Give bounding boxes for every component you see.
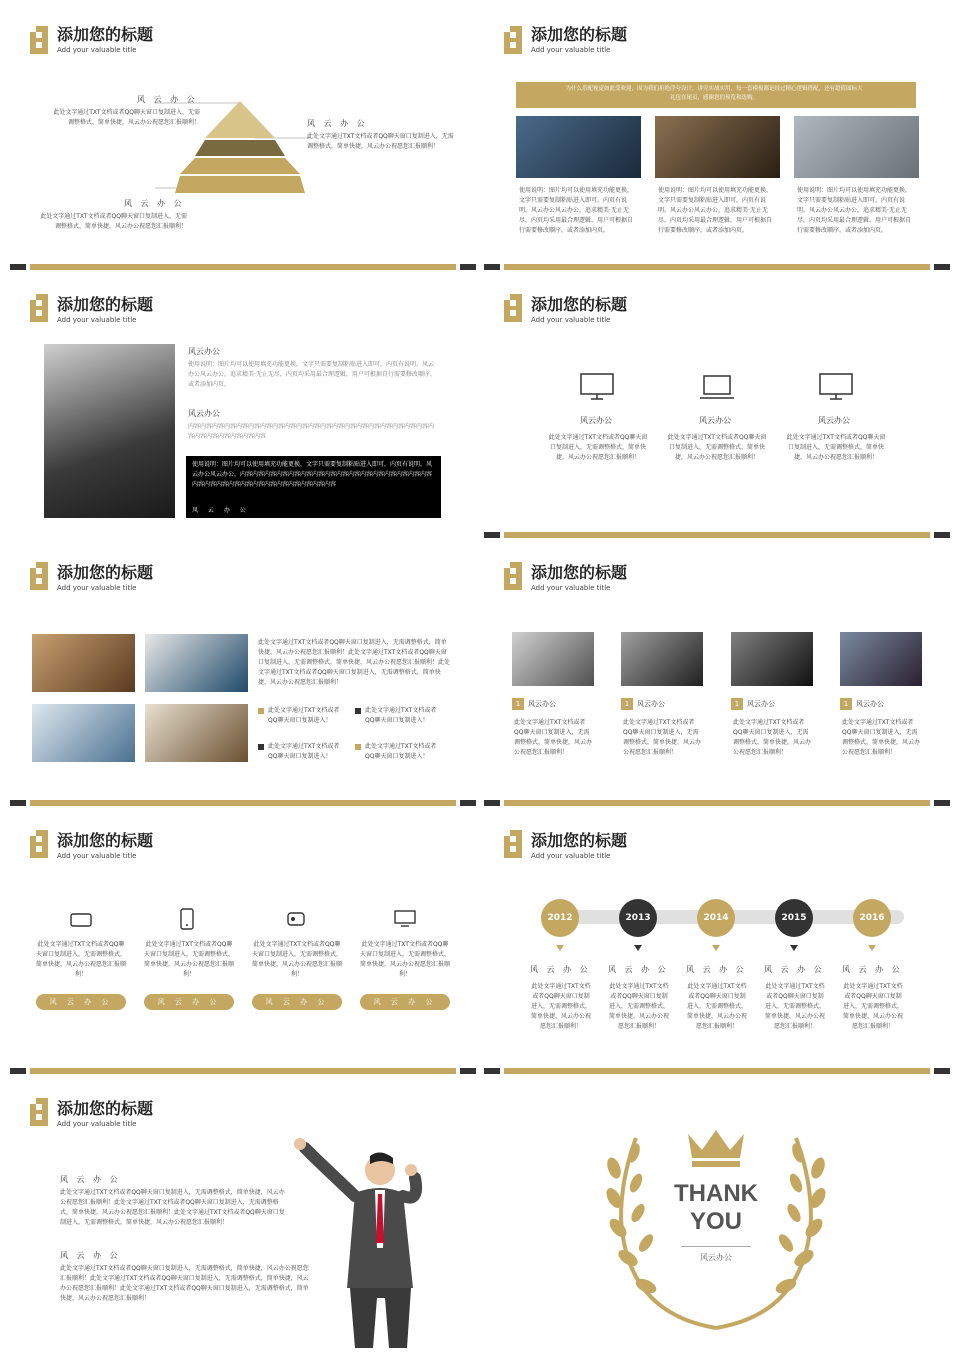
bullet-square <box>355 744 361 750</box>
divider-line <box>681 1246 751 1247</box>
photo-couple <box>44 344 175 518</box>
slide-subtitle: Add your valuable title <box>57 852 137 860</box>
photo-laptop-3 <box>794 116 919 178</box>
pointer-arrows <box>484 943 958 953</box>
slide-subtitle: Add your valuable title <box>57 316 137 324</box>
slide-1 <box>0 0 474 262</box>
section-text-2: 内容内容内容内容内容内容内容内容内容内容内容内容内容内容内容内容内容内容内容内容内容内容内容内容内容内容内容 <box>188 423 435 440</box>
number-badge: 1 <box>731 698 743 710</box>
photo-watch <box>145 634 248 692</box>
timeline-heading: 风 云 办 公 <box>842 965 903 974</box>
item-text: 此处文字通过TXT文档或者QQ聊天窗口复制进入，无需调整格式，简单快捷，风云办公祝愿您汇报顺利！ <box>360 941 451 978</box>
gamepad-icon <box>286 910 306 928</box>
bullet-text: 此处文字通过TXT文档或者QQ聊天窗口复制进入！ <box>268 707 340 724</box>
timeline-node: 2016 <box>853 899 891 937</box>
slide-title: 添加您的标题 <box>531 25 628 44</box>
item-heading: 风云办公 <box>637 700 665 708</box>
pyramid-heading-2: 风 云 办 公 <box>307 119 368 128</box>
bullet-square <box>258 744 264 750</box>
photo-city <box>840 632 922 686</box>
item-text: 此处文字通过TXT文档或者QQ聊天窗口复制进入，无需调整格式，简单快捷，风云办公祝愿您汇报顺利！ <box>733 719 812 756</box>
item-text: 此处文字通过TXT文档或者QQ聊天窗口复制进入，无需调整格式，简单快捷，风云办公祝愿您汇报顺利！ <box>252 941 343 978</box>
bullet-text: 此处文字通过TXT文档或者QQ聊天窗口复制进入！ <box>365 707 437 724</box>
monitor-icon <box>818 372 854 402</box>
feature-heading: 风云办公 <box>580 416 612 425</box>
timeline-node: 2013 <box>619 899 657 937</box>
timeline-heading: 风 云 办 公 <box>530 965 591 974</box>
logo-icon <box>28 24 50 56</box>
slide-title: 添加您的标题 <box>57 25 154 44</box>
logo-icon <box>28 560 50 592</box>
feature-heading: 风云办公 <box>699 416 731 425</box>
divider <box>0 800 960 806</box>
bullet-square <box>355 708 361 714</box>
feature-heading: 风云办公 <box>818 416 850 425</box>
bullet-text: 此处文字通过TXT文档或者QQ聊天窗口复制进入！ <box>268 743 340 760</box>
slide-title: 添加您的标题 <box>531 831 628 850</box>
item-heading: 风云办公 <box>528 700 556 708</box>
photo-coffee <box>731 632 813 686</box>
dark-box-text: 使用说明：图片均可以使用填充功能更换，文字只需要复制粘贴进入即可，内页有说明。风云办公风云办公，内容内容内容内容内容内容内容内容内容内容内容内容内容内容内容内容内容内容内容内容内容内容内容内容内容内容内容内容 <box>192 461 433 488</box>
pyramid-text-1: 此处文字通过TXT文档或者QQ聊天窗口复制进入，无需调整格式，简单快捷，风云办公祝愿您汇报顺利！ <box>53 109 200 126</box>
photo-street <box>621 632 703 686</box>
number-badge: 1 <box>621 698 633 710</box>
businessman-image <box>285 1138 435 1348</box>
slide-subtitle: Add your valuable title <box>57 46 137 54</box>
slide-3 <box>0 272 474 534</box>
tablet-landscape-icon <box>70 912 92 928</box>
feature-text: 此处文字通过TXT文档或者QQ聊天窗口复制进入，无需调整格式，简单快捷，风云办公祝愿您汇报顺利！ <box>786 434 886 461</box>
item-heading: 风云办公 <box>856 700 884 708</box>
banner-text: 为什么乐配视觉如此受欢迎，因为我们拒绝浮夸设计，讲究实战实用，每一套模板都是经过精心逻辑搭配，还有超值图标大礼包在尾页，感谢您的预览和选购。 <box>565 86 863 101</box>
monitor-icon <box>579 372 615 402</box>
slide-6 <box>484 540 958 802</box>
paragraph: 此处文字通过TXT文档或者QQ聊天窗口复制进入，无需调整格式，简单快捷，风云办公祝愿您汇报顺利！此处文字通过TXT文档或者QQ聊天窗口复制进入，无需调整格式，简单快捷，风云办公祝愿您汇报顺利！此处文字通过TXT文档或者QQ聊天窗口复制进入，无需调整格式，简单快捷，风云办公祝愿您汇报顺利！ <box>258 639 451 686</box>
logo-icon <box>28 828 50 860</box>
divider <box>0 264 960 270</box>
timeline-heading: 风 云 办 公 <box>764 965 825 974</box>
slide-subtitle: Add your valuable title <box>57 584 137 592</box>
slide-5 <box>0 540 474 802</box>
section-heading-2: 风云办公 <box>188 409 220 418</box>
divider <box>0 532 960 538</box>
monitor-icon <box>394 910 416 928</box>
timeline-text: 此处文字通过TXT文档或者QQ聊天窗口复制进入，无需调整格式，简单快捷，风云办公祝愿您汇报顺利！ <box>608 983 669 1030</box>
item-text: 此处文字通过TXT文档或者QQ聊天窗口复制进入，无需调整格式，简单快捷，风云办公祝愿您汇报顺利！ <box>144 941 235 978</box>
col-text-3: 使用说明：图片均可以使用填充功能更换，文字只需要复制粘贴进入即可，内页有说明。风云办公风云办公，追求精美·无止无尽，内页均采用最合理逻辑，用户可根据自行需要修改顺序，或者添加内页。 <box>797 187 912 234</box>
pyramid-heading-3: 风 云 办 公 <box>124 199 185 208</box>
timeline-node: 2014 <box>697 899 735 937</box>
bullet-text: 此处文字通过TXT文档或者QQ聊天窗口复制进入！ <box>365 743 437 760</box>
thank-text: THANK <box>674 1180 758 1207</box>
photo-laptop-1 <box>516 116 641 178</box>
item-text: 此处文字通过TXT文档或者QQ聊天窗口复制进入，无需调整格式，简单快捷，风云办公祝愿您汇报顺利！ <box>623 719 702 756</box>
logo-icon <box>28 292 50 324</box>
slide-title: 添加您的标题 <box>57 1099 154 1118</box>
timeline-node: 2015 <box>775 899 813 937</box>
feature-text: 此处文字通过TXT文档或者QQ聊天窗口复制进入，无需调整格式，简单快捷，风云办公祝愿您汇报顺利！ <box>548 434 648 461</box>
item-heading: 风云办公 <box>747 700 775 708</box>
photo-laptop-2 <box>655 116 780 178</box>
timeline-node: 2012 <box>541 899 579 937</box>
timeline-heading: 风 云 办 公 <box>608 965 669 974</box>
col-text-1: 使用说明：图片均可以使用填充功能更换，文字只需要复制粘贴进入即可，内页有说明。风云办公风云办公，追求精美·无止无尽，内页均采用最合理逻辑，用户可根据自行需要修改顺序，或者添加内页。 <box>519 187 634 234</box>
slide-subtitle: Add your valuable title <box>531 852 611 860</box>
section-heading-1: 风 云 办 公 <box>60 1175 121 1184</box>
col-text-2: 使用说明：图片均可以使用填充功能更换，文字只需要复制粘贴进入即可，内页有说明。风云办公风云办公，追求精美·无止无尽，内页均采用最合理逻辑，用户可根据自行需要修改顺序，或者添加内页。 <box>658 187 773 234</box>
number-badge: 1 <box>512 698 524 710</box>
logo-icon <box>502 292 524 324</box>
slide-10 <box>484 1076 958 1352</box>
slide-4 <box>484 272 958 534</box>
dark-box-footer: 风 云 办 公 <box>192 507 250 514</box>
slide-title: 添加您的标题 <box>531 295 628 314</box>
timeline-text: 此处文字通过TXT文档或者QQ聊天窗口复制进入，无需调整格式，简单快捷，风云办公祝愿您汇报顺利！ <box>842 983 903 1030</box>
thank-subtitle: 风云办公 <box>700 1253 732 1262</box>
slide-subtitle: Add your valuable title <box>531 46 611 54</box>
feature-text: 此处文字通过TXT文档或者QQ聊天窗口复制进入，无需调整格式，简单快捷，风云办公祝愿您汇报顺利！ <box>667 434 767 461</box>
slide-subtitle: Add your valuable title <box>531 316 611 324</box>
logo-icon <box>502 560 524 592</box>
photo-screen <box>32 704 135 762</box>
pyramid-text-2: 此处文字通过TXT文档或者QQ聊天窗口复制进入，无需调整格式，简单快捷，风云办公祝愿您汇报顺利！ <box>307 133 454 150</box>
bullet-square <box>258 708 264 714</box>
photo-notebook <box>145 704 248 762</box>
section-text-2: 此处文字通过TXT文档或者QQ聊天窗口复制进入，无需调整格式，简单快捷，风云办公祝愿您汇报顺利！此处文字通过TXT文档或者QQ聊天窗口复制进入，无需调整格式，简单快捷，风云办公祝愿您汇报顺利！此处文字通过TXT文档或者QQ聊天窗口复制进入，无需调整格式，简单快捷，风云办公祝愿您汇报顺利！ <box>60 1265 309 1302</box>
timeline-text: 此处文字通过TXT文档或者QQ聊天窗口复制进入，无需调整格式，简单快捷，风云办公祝愿您汇报顺利！ <box>764 983 825 1030</box>
pyramid-graphic <box>155 98 315 198</box>
section-text-1: 使用说明：图片均可以使用填充功能更换，文字只需要复制粘贴进入即可，内页有说明。风云办公风云办公，追求精美·无止无尽，内页均采用最合理逻辑，用户可根据自行需要修改顺序，或者添加内页。 <box>188 361 436 388</box>
pill-button[interactable]: 风 云 办 公 <box>144 994 234 1010</box>
photo-cafe <box>32 634 135 692</box>
slide-2 <box>484 0 958 262</box>
pill-button[interactable]: 风 云 办 公 <box>252 994 342 1010</box>
logo-icon <box>28 1096 50 1128</box>
slide-title: 添加您的标题 <box>531 563 628 582</box>
pill-button[interactable]: 风 云 办 公 <box>36 994 126 1010</box>
photo-taxi <box>512 632 594 686</box>
phone-icon <box>180 908 194 930</box>
item-text: 此处文字通过TXT文档或者QQ聊天窗口复制进入，无需调整格式，简单快捷，风云办公祝愿您汇报顺利！ <box>842 719 921 756</box>
pyramid-text-3: 此处文字通过TXT文档或者QQ聊天窗口复制进入，无需调整格式，简单快捷，风云办公祝愿您汇报顺利！ <box>40 213 187 230</box>
timeline-heading: 风 云 办 公 <box>686 965 747 974</box>
pill-button[interactable]: 风 云 办 公 <box>360 994 450 1010</box>
section-text-1: 此处文字通过TXT文档或者QQ聊天窗口复制进入，无需调整格式，简单快捷，风云办公祝愿您汇报顺利！此处文字通过TXT文档或者QQ聊天窗口复制进入，无需调整格式，简单快捷，风云办公祝愿您汇报顺利！此处文字通过TXT文档或者QQ聊天窗口复制进入，无需调整格式，简单快捷，风云办公祝愿您汇报顺利！ <box>60 1189 285 1226</box>
slide-7 <box>0 808 474 1070</box>
slide-9 <box>0 1076 474 1352</box>
slide-subtitle: Add your valuable title <box>57 1120 137 1128</box>
crown-icon <box>684 1126 748 1168</box>
logo-icon <box>502 828 524 860</box>
slide-title: 添加您的标题 <box>57 831 154 850</box>
section-heading-1: 风云办公 <box>188 347 220 356</box>
timeline-text: 此处文字通过TXT文档或者QQ聊天窗口复制进入，无需调整格式，简单快捷，风云办公祝愿您汇报顺利！ <box>686 983 747 1030</box>
item-text: 此处文字通过TXT文档或者QQ聊天窗口复制进入，无需调整格式，简单快捷，风云办公祝愿您汇报顺利！ <box>36 941 127 978</box>
slide-title: 添加您的标题 <box>57 563 154 582</box>
slide-title: 添加您的标题 <box>57 295 154 314</box>
number-badge: 1 <box>840 698 852 710</box>
logo-icon <box>502 24 524 56</box>
you-text: YOU <box>689 1208 742 1235</box>
section-heading-2: 风 云 办 公 <box>60 1251 121 1260</box>
slide-subtitle: Add your valuable title <box>531 584 611 592</box>
divider <box>0 1068 960 1074</box>
item-text: 此处文字通过TXT文档或者QQ聊天窗口复制进入，无需调整格式，简单快捷，风云办公祝愿您汇报顺利！ <box>514 719 593 756</box>
pyramid-heading-1: 风 云 办 公 <box>137 95 198 104</box>
laptop-icon <box>699 374 735 402</box>
slide-8 <box>484 808 958 1070</box>
timeline-text: 此处文字通过TXT文档或者QQ聊天窗口复制进入，无需调整格式，简单快捷，风云办公祝愿您汇报顺利！ <box>530 983 591 1030</box>
